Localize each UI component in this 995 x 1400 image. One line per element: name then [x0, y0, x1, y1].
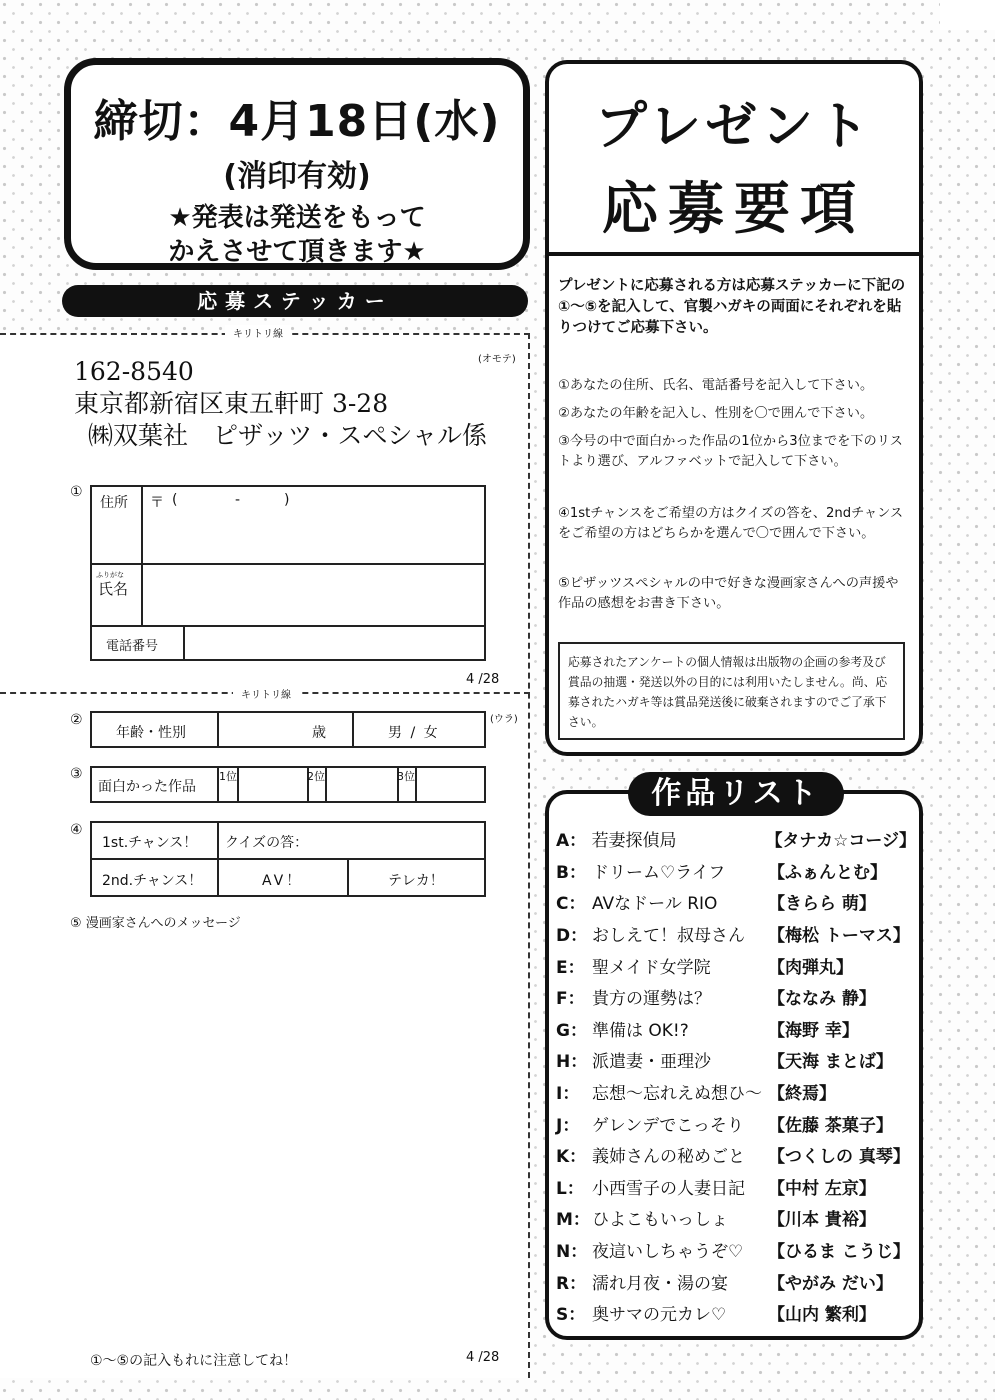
postmark-note: (消印有効) — [223, 159, 371, 194]
form-divider — [90, 858, 486, 860]
work-author: 【中村 左京】 — [768, 1178, 876, 1199]
form-divider — [141, 485, 143, 625]
sticker-banner: 応募ステッカー — [62, 285, 528, 317]
section-number-4: ④ — [70, 822, 83, 838]
work-letter: D： — [556, 926, 588, 947]
works-list-title: 作品リスト — [628, 772, 844, 816]
work-title: 奥サマの元カレ♡ — [592, 1305, 727, 1326]
message-label: ⑤ 漫画家さんへのメッセージ — [70, 916, 241, 931]
work-title: ひよこもいっしょ — [592, 1210, 728, 1231]
work-author: 【終焉】 — [768, 1084, 836, 1105]
form-divider — [237, 766, 239, 803]
work-author: 【タナカ☆コージ】 — [765, 831, 916, 852]
work-author: 【やがみ だい】 — [768, 1273, 893, 1294]
first-chance-label: 1st.チャンス！ — [102, 835, 198, 851]
work-title: 準備は OK!? — [592, 1020, 689, 1041]
list-item — [556, 981, 916, 1013]
work-letter: I： — [556, 1084, 580, 1105]
work-author: 【ななみ 静】 — [768, 989, 876, 1010]
work-letter: B： — [556, 862, 586, 883]
work-author: 【佐藤 茶菓子】 — [768, 1115, 893, 1136]
work-author: 【肉弾丸】 — [768, 957, 853, 978]
date-code: 4 /28 — [466, 1350, 500, 1365]
work-letter: J： — [556, 1115, 580, 1136]
rank-2-label: 2位 — [307, 770, 325, 783]
cut-line-label: キリトリ線 — [225, 325, 291, 340]
work-title: 貴方の運勢は？ — [592, 989, 711, 1010]
present-title-area — [549, 64, 919, 256]
instruction-1: ①あなたの住所、氏名、電話番号を記入して下さい。 — [558, 378, 874, 393]
instruction-2: ②あなたの年齢を記入し、性別を〇で囲んで下さい。 — [558, 406, 874, 421]
announcement-line-1: ★発表は発送をもって — [168, 203, 426, 233]
favorite-works-label: 面白かった作品 — [98, 779, 196, 795]
work-title: 小西雪子の人妻日記 — [592, 1178, 745, 1199]
form-divider — [90, 563, 486, 565]
form-divider — [217, 711, 219, 748]
front-side-label: (オモテ) — [478, 354, 516, 365]
list-item — [556, 1171, 916, 1203]
quiz-answer-label: クイズの答： — [225, 835, 309, 851]
list-item — [556, 949, 916, 981]
work-letter: M： — [556, 1210, 590, 1231]
work-author: 【川本 貴裕】 — [768, 1210, 876, 1231]
list-item — [556, 1076, 916, 1108]
list-item — [556, 1297, 916, 1329]
list-item — [556, 1234, 916, 1266]
privacy-notice: 応募されたアンケートの個人情報は出版物の企画の参考及び賞品の抽選・発送以外の目的には利用いたしません。尚、応募されたハガキ等は賞品発送後に破棄されますのでご了承下さい。 — [558, 642, 905, 740]
work-title: 夜這いしちゃうぞ♡ — [592, 1242, 744, 1263]
gender-options: 男 / 女 — [388, 725, 438, 741]
present-title-line-2: 応募要項 — [602, 177, 866, 242]
age-unit: 歳 — [312, 725, 326, 741]
list-item — [556, 1265, 916, 1297]
announcement-line-2: かえさせて頂きます★ — [168, 237, 426, 267]
work-author: 【ひるま こうじ】 — [768, 1242, 910, 1263]
work-letter: K： — [556, 1147, 587, 1168]
date-code: 4 /28 — [466, 672, 500, 687]
work-title: 派遣妻・亜理沙 — [592, 1052, 711, 1073]
work-author: 【つくしの 真琴】 — [768, 1147, 910, 1168]
section-number-2: ② — [70, 712, 83, 728]
form-divider — [347, 858, 349, 897]
work-title: AVなドール RIO — [592, 894, 718, 915]
section-number-3: ③ — [70, 766, 83, 782]
work-letter: R： — [556, 1273, 587, 1294]
list-item — [556, 886, 916, 918]
work-title: 聖メイド女学院 — [592, 957, 711, 978]
work-author: 【海野 幸】 — [768, 1020, 859, 1041]
back-side-label: (ウラ) — [490, 714, 518, 725]
cut-line-label: キリトリ線 — [233, 686, 299, 701]
name-label: 氏名 — [98, 580, 129, 598]
deadline-text: 締切：4月18日(水) — [93, 96, 501, 147]
work-letter: E： — [556, 957, 585, 978]
instruction-5: ⑤ピザッツスペシャルの中で好きな漫画家さんへの声援や作品の感想をお書き下さい。 — [558, 576, 899, 611]
work-author: 【ふぁんとむ】 — [768, 862, 887, 883]
postal-dash: - — [235, 492, 241, 508]
deadline-box — [64, 58, 530, 270]
list-item — [556, 1202, 916, 1234]
list-item — [556, 823, 916, 855]
list-item — [556, 1107, 916, 1139]
works-list — [556, 823, 916, 1329]
bottom-note: ①～⑤の記入もれに注意してね！ — [90, 1353, 298, 1369]
instruction-3: ③今号の中で面白かった作品の1位から3位までを下のリストより選び、アルファベットで記入して下さい。 — [558, 434, 903, 469]
list-item — [556, 855, 916, 887]
work-title: 忘想～忘れえぬ想ひ～ — [592, 1084, 762, 1105]
form-divider — [325, 766, 327, 803]
form-divider — [352, 711, 354, 748]
postal-paren-close: ) — [284, 492, 290, 508]
work-author: 【梅松 トーマス】 — [768, 926, 910, 947]
work-letter: F： — [556, 989, 585, 1010]
postal-mark: 〒 — [150, 495, 164, 511]
list-item — [556, 1044, 916, 1076]
work-title: ゲレンデでこっそり — [592, 1115, 744, 1136]
work-author: 【天海 まとば】 — [768, 1052, 893, 1073]
street-address: 東京都新宿区東五軒町 3-28 — [74, 389, 389, 418]
work-title: 若妻探偵局 — [591, 831, 677, 852]
list-item — [556, 1139, 916, 1171]
work-title: 濡れ月夜・湯の宴 — [592, 1273, 728, 1294]
rank-3-label: 3位 — [397, 770, 415, 783]
list-item — [556, 1013, 916, 1045]
phone-label: 電話番号 — [106, 639, 159, 654]
postal-paren-open: ( — [172, 492, 178, 508]
form-divider — [90, 625, 486, 627]
work-title: 義姉さんの秘めごと — [592, 1147, 745, 1168]
mailing-address — [74, 356, 487, 452]
address-label: 住所 — [100, 495, 128, 511]
work-letter: C： — [556, 894, 586, 915]
work-letter: H： — [556, 1052, 588, 1073]
form-divider — [183, 625, 185, 661]
work-title: おしえて！叔母さん — [592, 926, 745, 947]
option-av: AV！ — [262, 873, 304, 889]
work-letter: S： — [556, 1305, 586, 1326]
furigana-label: ふりがな — [96, 571, 124, 579]
work-letter: G： — [556, 1020, 587, 1041]
second-chance-label: 2nd.チャンス！ — [102, 873, 203, 889]
list-item — [556, 918, 916, 950]
work-letter: A： — [556, 831, 587, 852]
work-letter: N： — [556, 1242, 588, 1263]
age-gender-label: 年齢・性別 — [116, 725, 186, 741]
instruction-4: ④1stチャンスをご希望の方はクイズの答を、2ndチャンスをご希望の方はどちらかを選んで〇で囲んで下さい。 — [558, 506, 904, 541]
option-telca: テレカ！ — [388, 873, 444, 889]
work-author: 【山内 繁利】 — [768, 1305, 876, 1326]
section-number-1: ① — [70, 484, 83, 500]
work-author: 【きらら 萌】 — [768, 894, 876, 915]
form-divider — [415, 766, 417, 803]
work-letter: L： — [556, 1178, 584, 1199]
present-title-line-1: プレゼント — [595, 97, 873, 157]
rank-1-label: 1位 — [219, 770, 237, 783]
postal-code: 162-8540 — [74, 357, 194, 386]
page-corner — [940, 0, 995, 30]
work-title: ドリーム♡ライフ — [592, 862, 726, 883]
intro-text: プレゼントに応募される方は応募ステッカーに下記の①～⑤を記入して、官製ハガキの両面にそれぞれを貼りつけてご応募下さい。 — [558, 278, 906, 336]
recipient: ㈱双葉社 ピザッツ・スペシャル係 — [88, 421, 488, 450]
